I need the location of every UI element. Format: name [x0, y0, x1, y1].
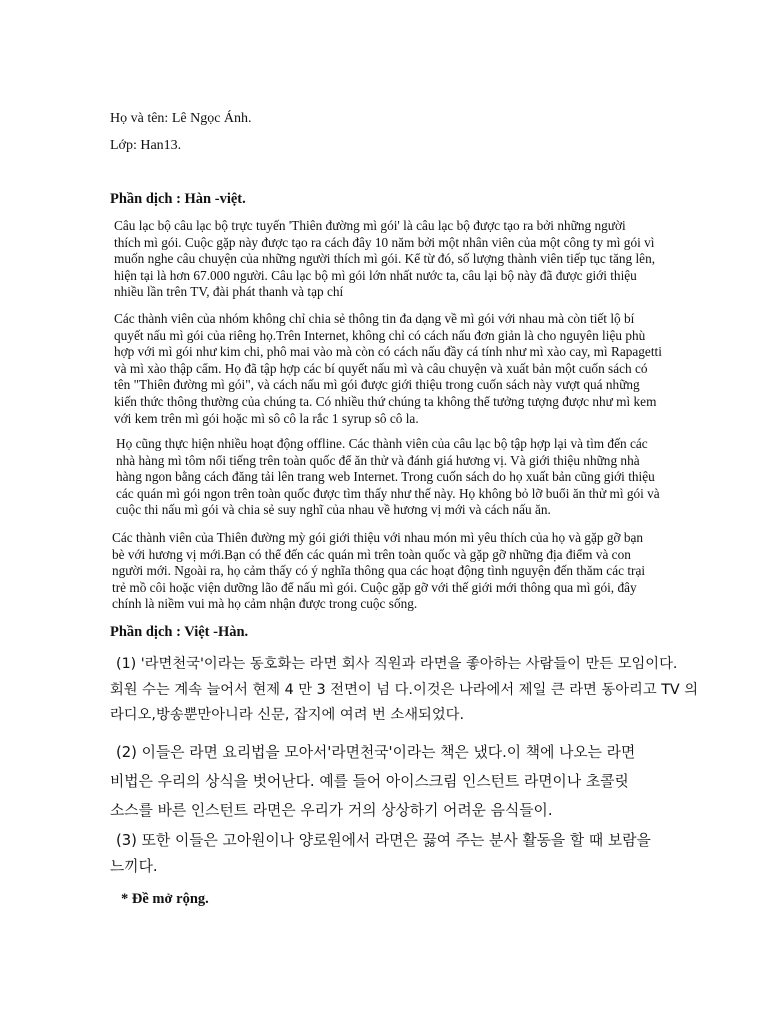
paragraph-line: kiến thức thông thường của chúng ta. Có nhiều thứ chúng ta không thể tưởng tượng được như mì kem [114, 393, 657, 409]
paragraph-line: bè với hương vị mới.Bạn có thể đến các quán mì trên toàn quốc và gặp gỡ những địa điểm và con [112, 546, 631, 562]
paragraph-line: (1) '라면천국'이라는 동호화는 라면 회사 직원과 라면을 좋아하는 사람들이 만든 모임이다. [116, 656, 678, 672]
paragraph-line: chính là niềm vui mà họ cảm nhận được trong cuộc sống. [112, 596, 418, 612]
paragraph-line: với kem trên mì gói hoặc mì sô cô la rắc 1 syrup sô cô la. [114, 410, 419, 426]
paragraph-line: nhà hàng mì tôm nổi tiếng trên toàn quốc để ăn thử và đánh giá hương vị. Và giới thiệu những nhà [116, 452, 640, 468]
paragraph-line: hiện tại là hơn 67.000 người. Câu lạc bộ mì gói lớn nhất nước ta, câu lại bộ này đã được giới thiệu [114, 267, 637, 283]
paragraph-line: 회원 수는 계속 늘어서 현제 4 만 3 전면이 넘 다.이것은 나라에서 제일 큰 라면 동아리고 TV 의 [110, 681, 699, 698]
student-class: Lớp: Han13. [110, 138, 182, 153]
paragraph-ko-vi-4 [112, 530, 672, 613]
paragraph-line: 소스를 바른 인스턴트 라면은 우리가 거의 상상하기 어려운 음식들이. [110, 802, 553, 819]
paragraph-vi-ko-3 [110, 828, 670, 880]
paragraph-line: người mới. Ngoài ra, họ cảm thấy có ý nghĩa thông qua các hoạt động tình nguyện đến thăm các trại [112, 563, 646, 579]
paragraph-line: quyết nấu mì gói của riêng họ.Trên Internet, không chỉ có cách nấu đơn giản là cho nguyên liệu phù [114, 327, 646, 343]
paragraph-line: muốn nghe câu chuyện của những người thích mì gói. Kể từ đó, số lượng thành viên tiếp tục tăng lên, [114, 251, 656, 267]
paragraph-line: thích mì gói. Cuộc gặp này được tạo ra cách đây 10 năm bởi một nhân viên của một công ty mì gói vì [114, 234, 655, 250]
paragraph-line: (3) 또한 이들은 고아원이나 양로원에서 라면은 끓여 주는 분사 활동을 할 때 보람을 [116, 832, 651, 849]
paragraph-line: cuộc thi nấu mì gói và chia sẻ suy nghĩ của nhau về hương vị mới và cách nấu ăn. [116, 502, 551, 518]
paragraph-ko-vi-2 [114, 311, 674, 427]
paragraph-line: 라디오,방송뿐만아니라 신문, 잡지에 여려 번 소새되었다. [110, 707, 465, 723]
extension-title: * Đề mở rộng. [121, 891, 209, 907]
paragraph-ko-vi-3 [116, 436, 676, 519]
paragraph-line: trẻ mồ côi hoặc viện dưỡng lão để nấu mì gói. Cuộc gặp gỡ với thế giới mới thông qua mì gói, đây [112, 579, 637, 595]
paragraph-line: các quán mì gói ngon trên toàn quốc được tìm thấy như thế này. Họ không bỏ lỡ buổi ăn thử mì gói và [116, 485, 660, 501]
paragraph-vi-ko-1 [110, 652, 699, 729]
paragraph-line: nhiều lần trên TV, đài phát thanh và tạp chí [114, 284, 344, 300]
paragraph-line: Câu lạc bộ câu lạc bộ trực tuyến 'Thiên đường mì gói' là câu lạc bộ được tạo ra bởi những người [114, 218, 626, 233]
paragraph-vi-ko-2 [110, 738, 670, 825]
paragraph-line: hàng ngon bằng cách đăng tải lên trang web Internet. Trong cuốn sách do họ xuất bản cũng giới thiệu [116, 469, 655, 485]
paragraph-line: Họ cũng thực hiện nhiều hoạt động offline. Các thành viên của câu lạc bộ tập hợp lại và tìm đến các [116, 436, 648, 451]
paragraph-line: 느끼다. [110, 858, 158, 875]
paragraph-line: Các thành viên của Thiên đường mỳ gói giới thiệu với nhau món mì yêu thích của họ và gặp gỡ bạn [112, 530, 644, 545]
student-name: Họ và tên: Lê Ngọc Ánh. [110, 111, 252, 126]
paragraph-line: Các thành viên của nhóm không chỉ chia sẻ thông tin đa dạng về mì gói với nhau mà còn tiết lộ bí [114, 311, 635, 326]
section-title-ko-vi: Phần dịch : Hàn -việt. [110, 191, 246, 207]
paragraph-line: 비법은 우리의 상식을 벗어난다. 예를 들어 아이스크림 인스턴트 라면이나 초콜릿 [110, 773, 629, 790]
paragraph-line: tên "Thiên đường mì gói", và cách nấu mì gói được giới thiệu trong cuốn sách này vượt quá những [114, 377, 640, 393]
paragraph-ko-vi-1 [114, 218, 674, 301]
paragraph-line: và mì xào thập cẩm. Họ đã tập hợp các bí quyết nấu mì và câu chuyện và xuất bản một cuốn sách có [114, 360, 648, 376]
paragraph-line: hợp với mì gói như kim chi, phô mai vào mà còn có cách nấu đầy cá tính như mì xào cay, mì Rapagetti [114, 344, 662, 360]
paragraph-line: (2) 이들은 라면 요리법을 모아서'라면천국'이라는 책은 냈다.이 책에 나오는 라면 [116, 744, 636, 761]
section-title-vi-ko: Phần dịch : Việt -Hàn. [110, 624, 249, 640]
